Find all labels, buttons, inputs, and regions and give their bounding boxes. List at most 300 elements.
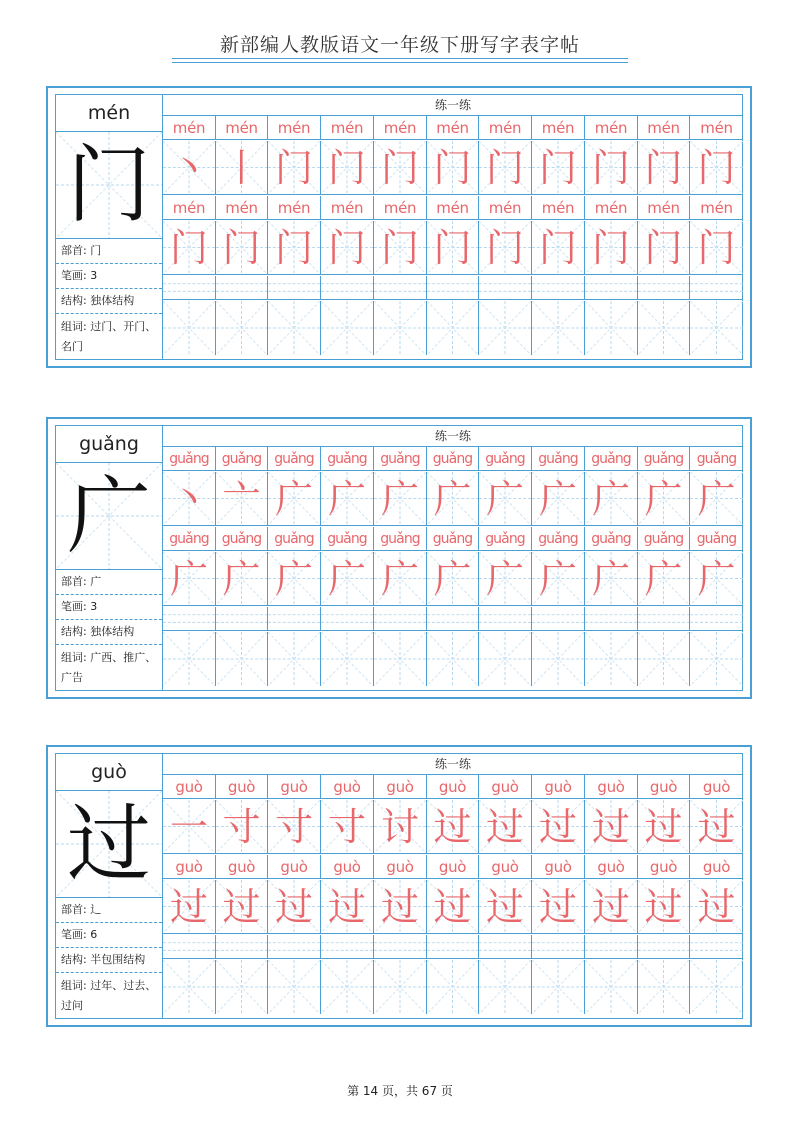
trace-char: 广 — [485, 477, 524, 521]
pinyin-cell: mén — [216, 116, 268, 140]
pinyin-cell: guò — [216, 775, 268, 799]
blank-write-cell[interactable] — [321, 960, 374, 1014]
words-label: 组词: 广西、推广、广告 — [61, 651, 157, 684]
trace-char: 门 — [380, 146, 419, 190]
blank-pinyin-cell[interactable] — [427, 935, 479, 959]
char-card — [46, 86, 752, 368]
trace-cell — [321, 141, 374, 195]
blank-write-cell[interactable] — [427, 632, 479, 686]
pinyin-cell: guǎng — [163, 447, 216, 471]
blank-pinyin-cell[interactable] — [479, 935, 532, 959]
trace-char: 门 — [380, 226, 419, 270]
blank-write-cell[interactable] — [163, 301, 216, 355]
trace-cell — [479, 880, 532, 934]
trace-cell — [532, 552, 585, 606]
trace-cell — [321, 880, 374, 934]
radical-label: 部首: 门 — [56, 240, 162, 264]
pinyin-cell: mén — [216, 196, 268, 220]
trace-cell — [216, 472, 268, 526]
trace-cell — [585, 221, 638, 275]
trace-char: 门 — [538, 146, 577, 190]
pinyin-cell: guǎng — [268, 527, 321, 551]
blank-write-cell[interactable] — [585, 960, 638, 1014]
blank-pinyin-cell[interactable] — [216, 276, 268, 300]
trace-char: 过 — [644, 885, 683, 929]
blank-write-cell[interactable] — [216, 960, 268, 1014]
trace-cell — [216, 221, 268, 275]
trace-char: 广 — [697, 477, 736, 521]
pinyin-cell: guò — [690, 855, 743, 879]
trace-char: 广 — [274, 477, 313, 521]
trace-char: 门 — [274, 226, 313, 270]
pinyin-cell: mén — [321, 196, 374, 220]
trace-cell — [321, 472, 374, 526]
card-inner — [55, 425, 743, 691]
pinyin-cell: guò — [374, 775, 427, 799]
trace-cell — [374, 472, 427, 526]
pinyin-cell: guò — [638, 775, 690, 799]
trace-char: 过 — [485, 805, 524, 849]
char-model-box — [56, 132, 162, 239]
blank-write-cell[interactable] — [585, 632, 638, 686]
pinyin-cell: guǎng — [479, 527, 532, 551]
pinyin-cell: guò — [374, 855, 427, 879]
trace-cell — [216, 800, 268, 854]
trace-cell — [585, 880, 638, 934]
blank-pinyin-cell[interactable] — [690, 276, 743, 300]
trace-cell — [268, 800, 321, 854]
pinyin-cell: guǎng — [374, 527, 427, 551]
blank-pinyin-cell[interactable] — [585, 935, 638, 959]
char-info-panel — [56, 426, 163, 690]
trace-char: 丶 — [169, 477, 208, 521]
pinyin-cell: mén — [374, 116, 427, 140]
blank-pinyin-cell[interactable] — [532, 607, 585, 631]
pinyin-cell: guò — [479, 775, 532, 799]
trace-char: 门 — [485, 226, 524, 270]
blank-write-cell[interactable] — [532, 960, 585, 1014]
blank-pinyin-cell[interactable] — [268, 935, 321, 959]
trace-cell — [268, 552, 321, 606]
trace-char: 广 — [327, 477, 366, 521]
trace-cell — [374, 221, 427, 275]
pinyin-cell: mén — [427, 196, 479, 220]
pinyin-cell: guǎng — [374, 447, 427, 471]
trace-cell — [427, 880, 479, 934]
pinyin-cell: guò — [532, 775, 585, 799]
practice-panel — [163, 426, 743, 690]
char-pinyin: mén — [56, 95, 162, 132]
blank-write-cell[interactable] — [690, 301, 743, 355]
blank-write-cell[interactable] — [268, 960, 321, 1014]
trace-char: 过 — [274, 885, 313, 929]
blank-pinyin-cell[interactable] — [163, 607, 216, 631]
blank-write-cell[interactable] — [585, 301, 638, 355]
practice-heading: 练一练 — [163, 754, 743, 775]
trace-char: 过 — [433, 885, 472, 929]
trace-char: 广 — [485, 557, 524, 601]
trace-cell — [268, 221, 321, 275]
trace-char: 广 — [380, 557, 419, 601]
trace-char: 门 — [169, 226, 208, 270]
trace-char: 广 — [274, 557, 313, 601]
trace-char: 广 — [222, 557, 261, 601]
pinyin-cell: guǎng — [268, 447, 321, 471]
trace-cell — [690, 472, 743, 526]
pinyin-cell: guò — [216, 855, 268, 879]
trace-cell — [268, 141, 321, 195]
trace-cell — [690, 141, 743, 195]
blank-write-cell[interactable] — [427, 960, 479, 1014]
structure-label: 结构: 独体结构 — [56, 290, 162, 314]
trace-char: 丶 — [169, 146, 208, 190]
pinyin-cell: guǎng — [163, 527, 216, 551]
blank-pinyin-cell[interactable] — [374, 276, 427, 300]
blank-write-cell[interactable] — [216, 301, 268, 355]
pinyin-cell: mén — [638, 116, 690, 140]
trace-char: 广 — [169, 557, 208, 601]
pinyin-cell: guǎng — [321, 527, 374, 551]
pinyin-cell: guǎng — [216, 527, 268, 551]
trace-char: 过 — [433, 805, 472, 849]
trace-cell — [216, 141, 268, 195]
trace-char: 门 — [644, 226, 683, 270]
blank-write-cell[interactable] — [427, 301, 479, 355]
trace-cell — [638, 221, 690, 275]
trace-char: 过 — [169, 885, 208, 929]
pinyin-cell: guò — [163, 855, 216, 879]
trace-char: 门 — [327, 226, 366, 270]
trace-cell — [374, 552, 427, 606]
trace-char: 过 — [538, 805, 577, 849]
char-model-box — [56, 791, 162, 898]
trace-cell — [479, 141, 532, 195]
blank-pinyin-cell[interactable] — [638, 276, 690, 300]
pinyin-cell: guò — [638, 855, 690, 879]
trace-char: 门 — [697, 146, 736, 190]
practice-heading: 练一练 — [163, 95, 743, 116]
strokes-label: 笔画: 3 — [56, 265, 162, 289]
pinyin-cell: guǎng — [427, 527, 479, 551]
pinyin-cell: mén — [163, 196, 216, 220]
trace-char: 广 — [327, 557, 366, 601]
blank-write-cell[interactable] — [374, 632, 427, 686]
blank-write-cell[interactable] — [321, 301, 374, 355]
trace-char: 过 — [380, 885, 419, 929]
trace-cell — [427, 800, 479, 854]
blank-pinyin-cell[interactable] — [321, 276, 374, 300]
blank-pinyin-cell[interactable] — [321, 935, 374, 959]
trace-cell — [638, 472, 690, 526]
blank-pinyin-cell[interactable] — [268, 276, 321, 300]
pinyin-cell: mén — [479, 196, 532, 220]
trace-char: 过 — [591, 805, 630, 849]
pinyin-cell: guǎng — [638, 447, 690, 471]
pinyin-cell: mén — [427, 116, 479, 140]
trace-char: 广 — [433, 557, 472, 601]
trace-char: 广 — [644, 477, 683, 521]
trace-char: 过 — [538, 885, 577, 929]
blank-write-cell[interactable] — [479, 301, 532, 355]
trace-char: 门 — [591, 146, 630, 190]
model-char: 过 — [66, 795, 151, 893]
pinyin-cell: mén — [321, 116, 374, 140]
trace-cell — [532, 800, 585, 854]
pinyin-cell: guǎng — [690, 527, 743, 551]
trace-char: 广 — [644, 557, 683, 601]
trace-char: 过 — [327, 885, 366, 929]
blank-write-cell[interactable] — [321, 632, 374, 686]
trace-cell — [216, 880, 268, 934]
trace-char: 过 — [591, 885, 630, 929]
blank-pinyin-cell[interactable] — [374, 607, 427, 631]
model-char: 广 — [66, 467, 151, 565]
trace-cell — [374, 880, 427, 934]
page-title: 新部编人教版语文一年级下册写字表字帖 — [219, 34, 580, 56]
trace-char: 门 — [433, 146, 472, 190]
blank-pinyin-cell[interactable] — [427, 276, 479, 300]
pinyin-cell: guǎng — [585, 447, 638, 471]
trace-char: 讨 — [380, 805, 419, 849]
trace-char: 广 — [433, 477, 472, 521]
pinyin-cell: guò — [268, 775, 321, 799]
trace-cell — [479, 552, 532, 606]
pinyin-cell: guǎng — [585, 527, 638, 551]
trace-cell — [268, 472, 321, 526]
pinyin-cell: guò — [268, 855, 321, 879]
trace-cell — [479, 221, 532, 275]
blank-pinyin-cell[interactable] — [690, 935, 743, 959]
pinyin-cell: guò — [427, 855, 479, 879]
blank-pinyin-cell[interactable] — [216, 935, 268, 959]
trace-char: 广 — [591, 557, 630, 601]
blank-pinyin-cell[interactable] — [532, 276, 585, 300]
page-number: 第 14 页，共 67 页 — [347, 1084, 453, 1098]
trace-cell — [163, 472, 216, 526]
trace-cell — [374, 141, 427, 195]
trace-cell — [321, 552, 374, 606]
blank-pinyin-cell[interactable] — [321, 607, 374, 631]
blank-write-cell[interactable] — [479, 632, 532, 686]
char-pinyin: guǎng — [56, 426, 162, 463]
trace-cell — [321, 221, 374, 275]
trace-cell — [163, 141, 216, 195]
char-model-box — [56, 463, 162, 570]
trace-cell — [532, 880, 585, 934]
pinyin-cell: guǎng — [690, 447, 743, 471]
blank-pinyin-cell[interactable] — [479, 607, 532, 631]
blank-write-cell[interactable] — [532, 632, 585, 686]
pinyin-cell: mén — [268, 116, 321, 140]
trace-char: 一 — [169, 805, 208, 849]
blank-write-cell[interactable] — [268, 301, 321, 355]
blank-write-cell[interactable] — [374, 301, 427, 355]
pinyin-cell: mén — [585, 196, 638, 220]
char-card — [46, 417, 752, 699]
trace-cell — [427, 552, 479, 606]
blank-pinyin-cell[interactable] — [216, 607, 268, 631]
title-underline — [172, 58, 628, 59]
blank-pinyin-cell[interactable] — [638, 607, 690, 631]
trace-cell — [638, 800, 690, 854]
pinyin-cell: mén — [479, 116, 532, 140]
blank-pinyin-cell[interactable] — [163, 935, 216, 959]
trace-cell — [532, 141, 585, 195]
trace-cell — [638, 141, 690, 195]
title-underline-2 — [172, 62, 628, 63]
radical-label: 部首: 广 — [56, 571, 162, 595]
trace-char: 广 — [538, 477, 577, 521]
trace-cell — [585, 141, 638, 195]
blank-write-cell[interactable] — [479, 960, 532, 1014]
trace-char: 门 — [591, 226, 630, 270]
structure-label: 结构: 独体结构 — [56, 621, 162, 645]
blank-write-cell[interactable] — [532, 301, 585, 355]
trace-char: 门 — [222, 226, 261, 270]
blank-pinyin-cell[interactable] — [374, 935, 427, 959]
trace-cell — [321, 800, 374, 854]
blank-pinyin-cell[interactable] — [479, 276, 532, 300]
char-card — [46, 745, 752, 1027]
trace-char: 门 — [644, 146, 683, 190]
trace-cell — [690, 800, 743, 854]
trace-cell — [638, 880, 690, 934]
pinyin-cell: guò — [321, 775, 374, 799]
pinyin-cell: guò — [321, 855, 374, 879]
pinyin-cell: guǎng — [532, 527, 585, 551]
blank-write-cell[interactable] — [690, 960, 743, 1014]
pinyin-cell: mén — [163, 116, 216, 140]
trace-cell — [268, 880, 321, 934]
trace-char: 过 — [697, 805, 736, 849]
trace-char: 门 — [433, 226, 472, 270]
blank-write-cell[interactable] — [690, 632, 743, 686]
blank-write-cell[interactable] — [374, 960, 427, 1014]
pinyin-cell: mén — [374, 196, 427, 220]
pinyin-cell: mén — [690, 196, 743, 220]
trace-cell — [163, 221, 216, 275]
pinyin-cell: guò — [690, 775, 743, 799]
pinyin-cell: guǎng — [532, 447, 585, 471]
pinyin-cell: guò — [532, 855, 585, 879]
trace-cell — [427, 141, 479, 195]
trace-cell — [163, 880, 216, 934]
blank-pinyin-cell[interactable] — [690, 607, 743, 631]
strokes-label: 笔画: 3 — [56, 596, 162, 620]
pinyin-cell: guò — [427, 775, 479, 799]
structure-label: 结构: 半包围结构 — [56, 949, 162, 973]
strokes-label: 笔画: 6 — [56, 924, 162, 948]
trace-cell — [690, 552, 743, 606]
pinyin-cell: guò — [585, 775, 638, 799]
trace-cell — [374, 800, 427, 854]
blank-pinyin-cell[interactable] — [163, 276, 216, 300]
pinyin-cell: mén — [532, 116, 585, 140]
trace-cell — [690, 880, 743, 934]
pinyin-cell: guǎng — [638, 527, 690, 551]
blank-pinyin-cell[interactable] — [585, 276, 638, 300]
trace-cell — [638, 552, 690, 606]
pinyin-cell: mén — [532, 196, 585, 220]
blank-pinyin-cell[interactable] — [585, 607, 638, 631]
trace-char: 过 — [644, 805, 683, 849]
trace-cell — [532, 472, 585, 526]
trace-cell — [427, 472, 479, 526]
pinyin-cell: mén — [690, 116, 743, 140]
trace-cell — [690, 221, 743, 275]
practice-heading: 练一练 — [163, 426, 743, 447]
pinyin-cell: guò — [585, 855, 638, 879]
card-inner — [55, 94, 743, 360]
pinyin-cell: guǎng — [427, 447, 479, 471]
pinyin-cell: mén — [585, 116, 638, 140]
trace-cell — [216, 552, 268, 606]
trace-char: 门 — [697, 226, 736, 270]
practice-panel — [163, 95, 743, 359]
trace-char: 广 — [697, 557, 736, 601]
practice-panel — [163, 754, 743, 1018]
trace-cell — [532, 221, 585, 275]
blank-write-cell[interactable] — [268, 632, 321, 686]
trace-char: 门 — [274, 146, 313, 190]
trace-cell — [479, 800, 532, 854]
pinyin-cell: guò — [163, 775, 216, 799]
trace-char: 寸 — [327, 805, 366, 849]
blank-write-cell[interactable] — [638, 632, 690, 686]
trace-char: 门 — [327, 146, 366, 190]
blank-pinyin-cell[interactable] — [532, 935, 585, 959]
char-pinyin: guò — [56, 754, 162, 791]
trace-cell — [427, 221, 479, 275]
trace-char: 丨 — [222, 146, 261, 190]
pinyin-cell: guò — [479, 855, 532, 879]
trace-char: 广 — [591, 477, 630, 521]
trace-char: 广 — [380, 477, 419, 521]
words-label: 组词: 过年、过去、过问 — [61, 979, 157, 1012]
trace-char: 门 — [485, 146, 524, 190]
pinyin-cell: mén — [268, 196, 321, 220]
trace-char: 门 — [538, 226, 577, 270]
pinyin-cell: mén — [638, 196, 690, 220]
pinyin-cell: guǎng — [216, 447, 268, 471]
blank-write-cell[interactable] — [638, 960, 690, 1014]
trace-cell — [585, 552, 638, 606]
model-char: 门 — [66, 136, 151, 234]
blank-write-cell[interactable] — [638, 301, 690, 355]
blank-pinyin-cell[interactable] — [638, 935, 690, 959]
trace-char: 过 — [222, 885, 261, 929]
card-inner — [55, 753, 743, 1019]
trace-cell — [163, 800, 216, 854]
trace-cell — [163, 552, 216, 606]
blank-pinyin-cell[interactable] — [427, 607, 479, 631]
pinyin-cell: guǎng — [321, 447, 374, 471]
words-label: 组词: 过门、开门、名门 — [61, 320, 157, 353]
trace-char: 过 — [485, 885, 524, 929]
char-info-panel — [56, 95, 163, 359]
trace-char: 寸 — [274, 805, 313, 849]
trace-char: 亠 — [222, 477, 261, 521]
trace-cell — [585, 472, 638, 526]
blank-write-cell[interactable] — [216, 632, 268, 686]
blank-pinyin-cell[interactable] — [268, 607, 321, 631]
trace-char: 寸 — [222, 805, 261, 849]
blank-write-cell[interactable] — [163, 960, 216, 1014]
char-info-panel — [56, 754, 163, 1018]
trace-char: 广 — [538, 557, 577, 601]
blank-write-cell[interactable] — [163, 632, 216, 686]
trace-cell — [479, 472, 532, 526]
